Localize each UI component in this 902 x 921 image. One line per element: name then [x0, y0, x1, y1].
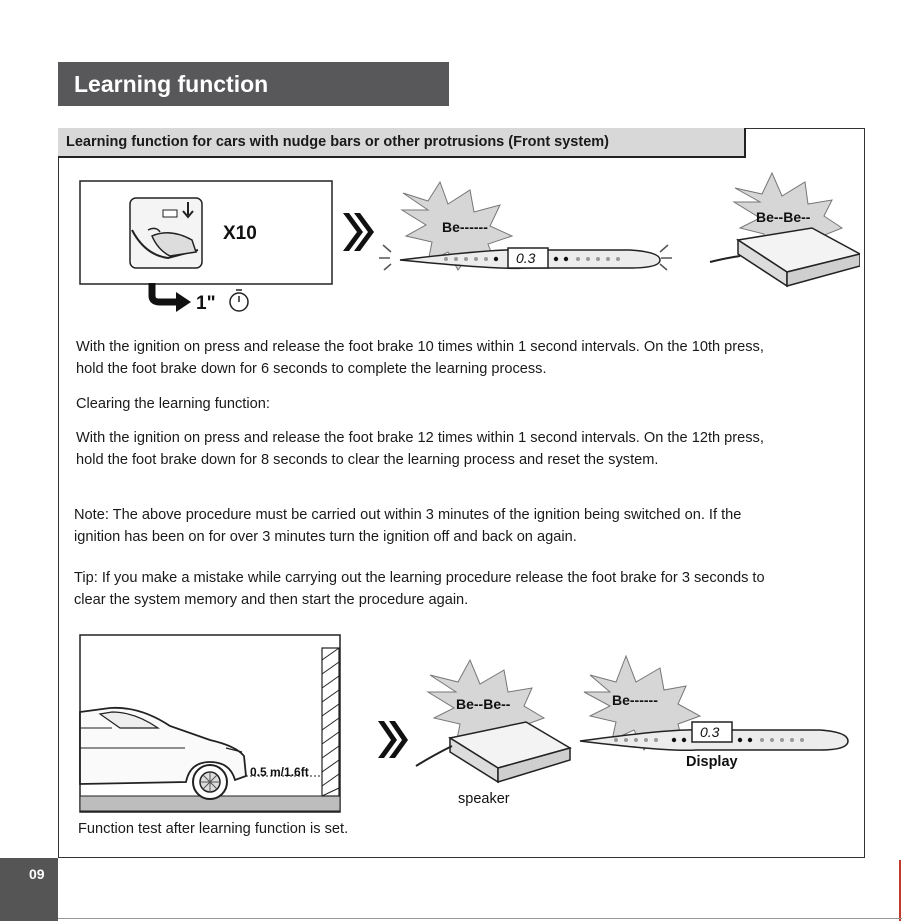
- edge-mark: [899, 860, 901, 921]
- hold-time: 1": [196, 293, 216, 314]
- clear-instructions: With the ignition on press and release the foot brake 12 times within 1 second intervals. On the 12th press, hold the foot brake down for 8 seconds to clear the learning process and reset the system.: [76, 430, 764, 468]
- page-number: 09: [0, 858, 58, 921]
- speaker-icon-bottom: [416, 722, 570, 782]
- section-title-text: Learning function for cars with nudge bars or other protrusions (Front system): [66, 134, 609, 150]
- distance-label: 0.5 m/1.6ft: [250, 765, 309, 779]
- bent-arrow-icon: [152, 283, 191, 312]
- display-value-bottom: 0.3: [700, 724, 720, 740]
- page-title: Learning function: [58, 62, 449, 106]
- beep-text-speaker: Be--Be--: [756, 209, 811, 225]
- stopwatch-icon: [230, 290, 248, 311]
- section-title: [58, 128, 746, 158]
- beep-text-sensor: Be------: [442, 219, 488, 235]
- display-value-top: 0.3: [516, 250, 536, 266]
- press-count: X10: [223, 223, 257, 244]
- function-test-caption: Function test after learning function is set.: [78, 821, 349, 837]
- double-arrow-icon-bottom: [378, 721, 408, 758]
- beep-text-speaker-bottom: Be--Be--: [456, 696, 511, 712]
- speaker-label: speaker: [458, 791, 510, 807]
- display-label: Display: [686, 754, 738, 770]
- wall-hatch: [322, 648, 339, 796]
- clear-heading: Clearing the learning function:: [76, 396, 270, 412]
- note-text: Note: The above procedure must be carried out within 3 minutes of the ignition being switched on. If the ignition has been on for over 3 minutes turn the ignition off and back on again.: [74, 507, 742, 545]
- learning-diagram: [60, 170, 860, 320]
- bottom-rule: [58, 918, 902, 919]
- foot-brake-icon: [130, 198, 202, 268]
- speaker-icon: [710, 228, 860, 286]
- learn-instructions: With the ignition on press and release the foot brake 10 times within 1 second intervals. On the 10th press, hold the foot brake down for 6 seconds to complete the learning process.: [76, 339, 764, 377]
- function-test-diagram: [60, 630, 860, 820]
- tip-text: Tip: If you make a mistake while carrying out the learning procedure release the foot brake for 3 seconds to clear the system memory and then start the procedure again.: [74, 570, 765, 608]
- double-arrow-icon: [343, 213, 374, 251]
- beep-text-display: Be------: [612, 692, 658, 708]
